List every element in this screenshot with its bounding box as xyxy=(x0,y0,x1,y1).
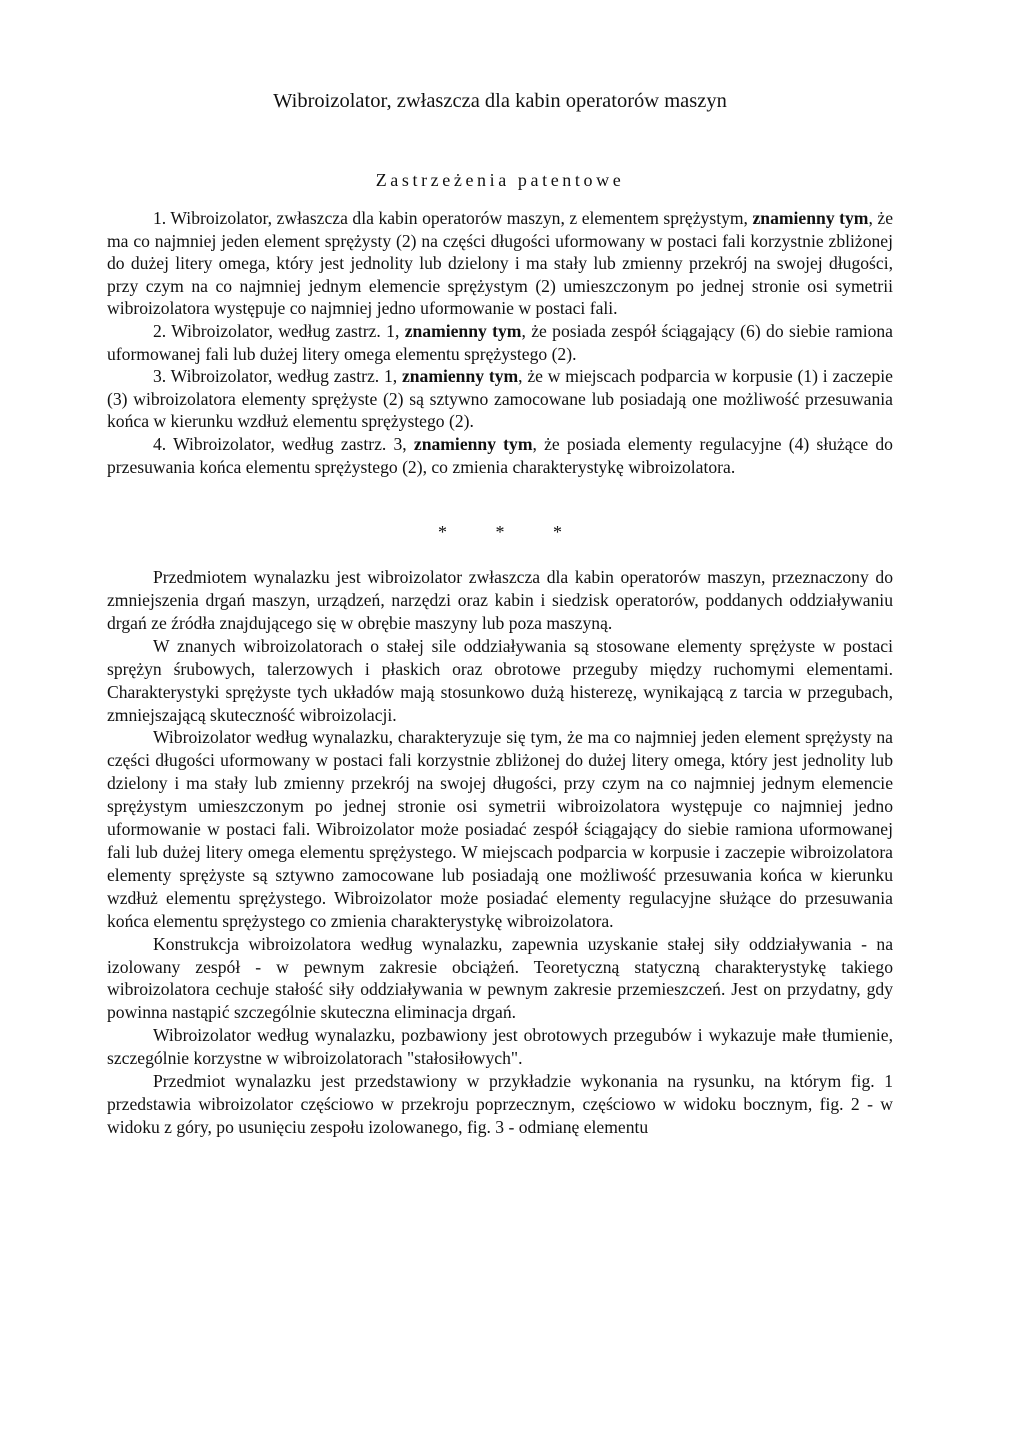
description-paragraph: Przedmiot wynalazku jest przedstawiony w przykładzie wykonania na rysunku, na którym fig. 1 przedstawia wibroizolator częściowo w przekroju poprzecznym, częściowo w widoku bocznym, fig. 2 - w widoku z góry, po usunięciu zespołu izolowanego, fig. 3 - odmianę elementu xyxy=(107,1071,893,1137)
claim-keyword: znamienny tym xyxy=(401,366,519,387)
section-separator: * * * xyxy=(438,522,584,543)
claim-text-pre: 2. Wibroizolator, według zastrz. 1, xyxy=(153,320,405,341)
claim-text-post: , że w miejscach podparcia w korpusie (1) i zaczepie (3) wibroizolatora elementy sprężyste (2) są sztywno zamocowane lub posiadają one możliwość przesuwania końca w kierunku wzdłuż elementu sprężystego (2). xyxy=(107,366,893,432)
description-paragraph: Wibroizolator według wynalazku, charakteryzuje się tym, że ma co najmniej jeden element sprężysty na części długości uformowany w postaci fali korzystnie zbliżonej do dużej litery omega, który jest jednolity lub dzielony i ma stały lub zmienny przekrój na swojej długości, przy czym na co najmniej jednym elemencie sprężystym umieszczonym po jednej stronie osi symetrii wibroizolatora występuje co najmniej jedno uformowanie w postaci fali. Wibroizolator może posiadać zespół ściągający do siebie ramiona uformowanej fali lub dużej litery omega elementu sprężystego. W miejscach podparcia w korpusie i zaczepie wibroizolatora elementy sprężyste są sztywno zamocowane lub posiadają one możliwość przesuwania końca w kierunku wzdłuż elementu sprężystego. Wibroizolator może posiadać elementy regulacyjne służące do przesuwania końca elementu sprężystego co zmienia charakterystykę wibroizolatora. xyxy=(107,727,893,931)
description-paragraph: W znanych wibroizolatorach o stałej sile oddziaływania są stosowane elementy sprężyste w postaci sprężyn śrubowych, talerzowych i płaskich oraz obrotowe przeguby między ruchomymi elementami. Charakterystyki sprężyste tych układów mają stosunkowo dużą histerezę, wynikającą z tarcia w przegubach, zmniejszającą skuteczność wibroizolacji. xyxy=(107,635,893,725)
description-section xyxy=(107,566,893,1139)
document-title: Wibroizolator, zwłaszcza dla kabin operatorów maszyn xyxy=(273,90,727,112)
claim-text-post: , że posiada zespół ściągający (6) do siebie ramiona uformowanej fali lub dużej litery omega elementu sprężystego (2). xyxy=(107,320,893,364)
claim-keyword: znamienny tym xyxy=(413,433,533,454)
claim-1 xyxy=(107,207,893,320)
claim-text-pre: 1. Wibroizolator, zwłaszcza dla kabin operatorów maszyn, z elementem sprężystym, xyxy=(153,208,753,228)
claim-2 xyxy=(107,320,893,365)
claim-text-pre: 3. Wibroizolator, według zastrz. 1, xyxy=(153,366,402,387)
claims-heading: Zastrzeżenia patentowe xyxy=(375,170,625,190)
document-page xyxy=(107,86,893,1426)
claim-4 xyxy=(107,433,893,478)
claim-3 xyxy=(107,365,893,433)
claims-section xyxy=(107,207,893,478)
claim-text-post: , że ma co najmniej jeden element sprężysty (2) na części długości uformowany w postaci fali korzystnie zbliżonej do dużej litery omega, który jest jednolity lub dzielony i ma stały lub zmienny przekrój na swojej długości, przy czym na co najmniej jednym elemencie sprężystym (2) umieszczonym po jednej stronie osi symetrii wibroizolatora występuje co najmniej jedno uformowanie w postaci fali. xyxy=(107,208,893,319)
claim-text-pre: 4. Wibroizolator, według zastrz. 3, xyxy=(153,433,414,454)
claim-text-post: , że posiada elementy regulacyjne (4) służące do przesuwania końca elementu sprężystego (2), co zmienia charakterystykę wibroizolatora. xyxy=(107,433,893,477)
description-paragraph: Konstrukcja wibroizolatora według wynalazku, zapewnia uzyskanie stałej siły oddziaływania - na izolowany zespół - w pewnym zakresie obciążeń. Teoretyczną statyczną charakterystykę takiego wibroizolatora cechuje stałość siły oddziaływania w pewnym zakresie przemieszczeń. Jest on przydatny, gdy powinna nastąpić szczególnie skuteczna eliminacja drgań. xyxy=(107,933,893,1023)
description-paragraph: Przedmiotem wynalazku jest wibroizolator zwłaszcza dla kabin operatorów maszyn, przeznaczony do zmniejszenia drgań maszyn, urządzeń, narzędzi oraz kabin i siedzisk operatorów, poddanych oddziaływaniu drgań ze źródła znajdującego się w obrębie maszyny lub poza maszyną. xyxy=(107,567,893,633)
description-paragraph: Wibroizolator według wynalazku, pozbawiony jest obrotowych przegubów i wykazuje małe tłumienie, szczególnie korzystne w wibroizolatorach "stałosiłowych". xyxy=(107,1025,893,1069)
claim-keyword: znamienny tym xyxy=(404,320,522,341)
claim-keyword: znamienny tym xyxy=(752,208,869,228)
